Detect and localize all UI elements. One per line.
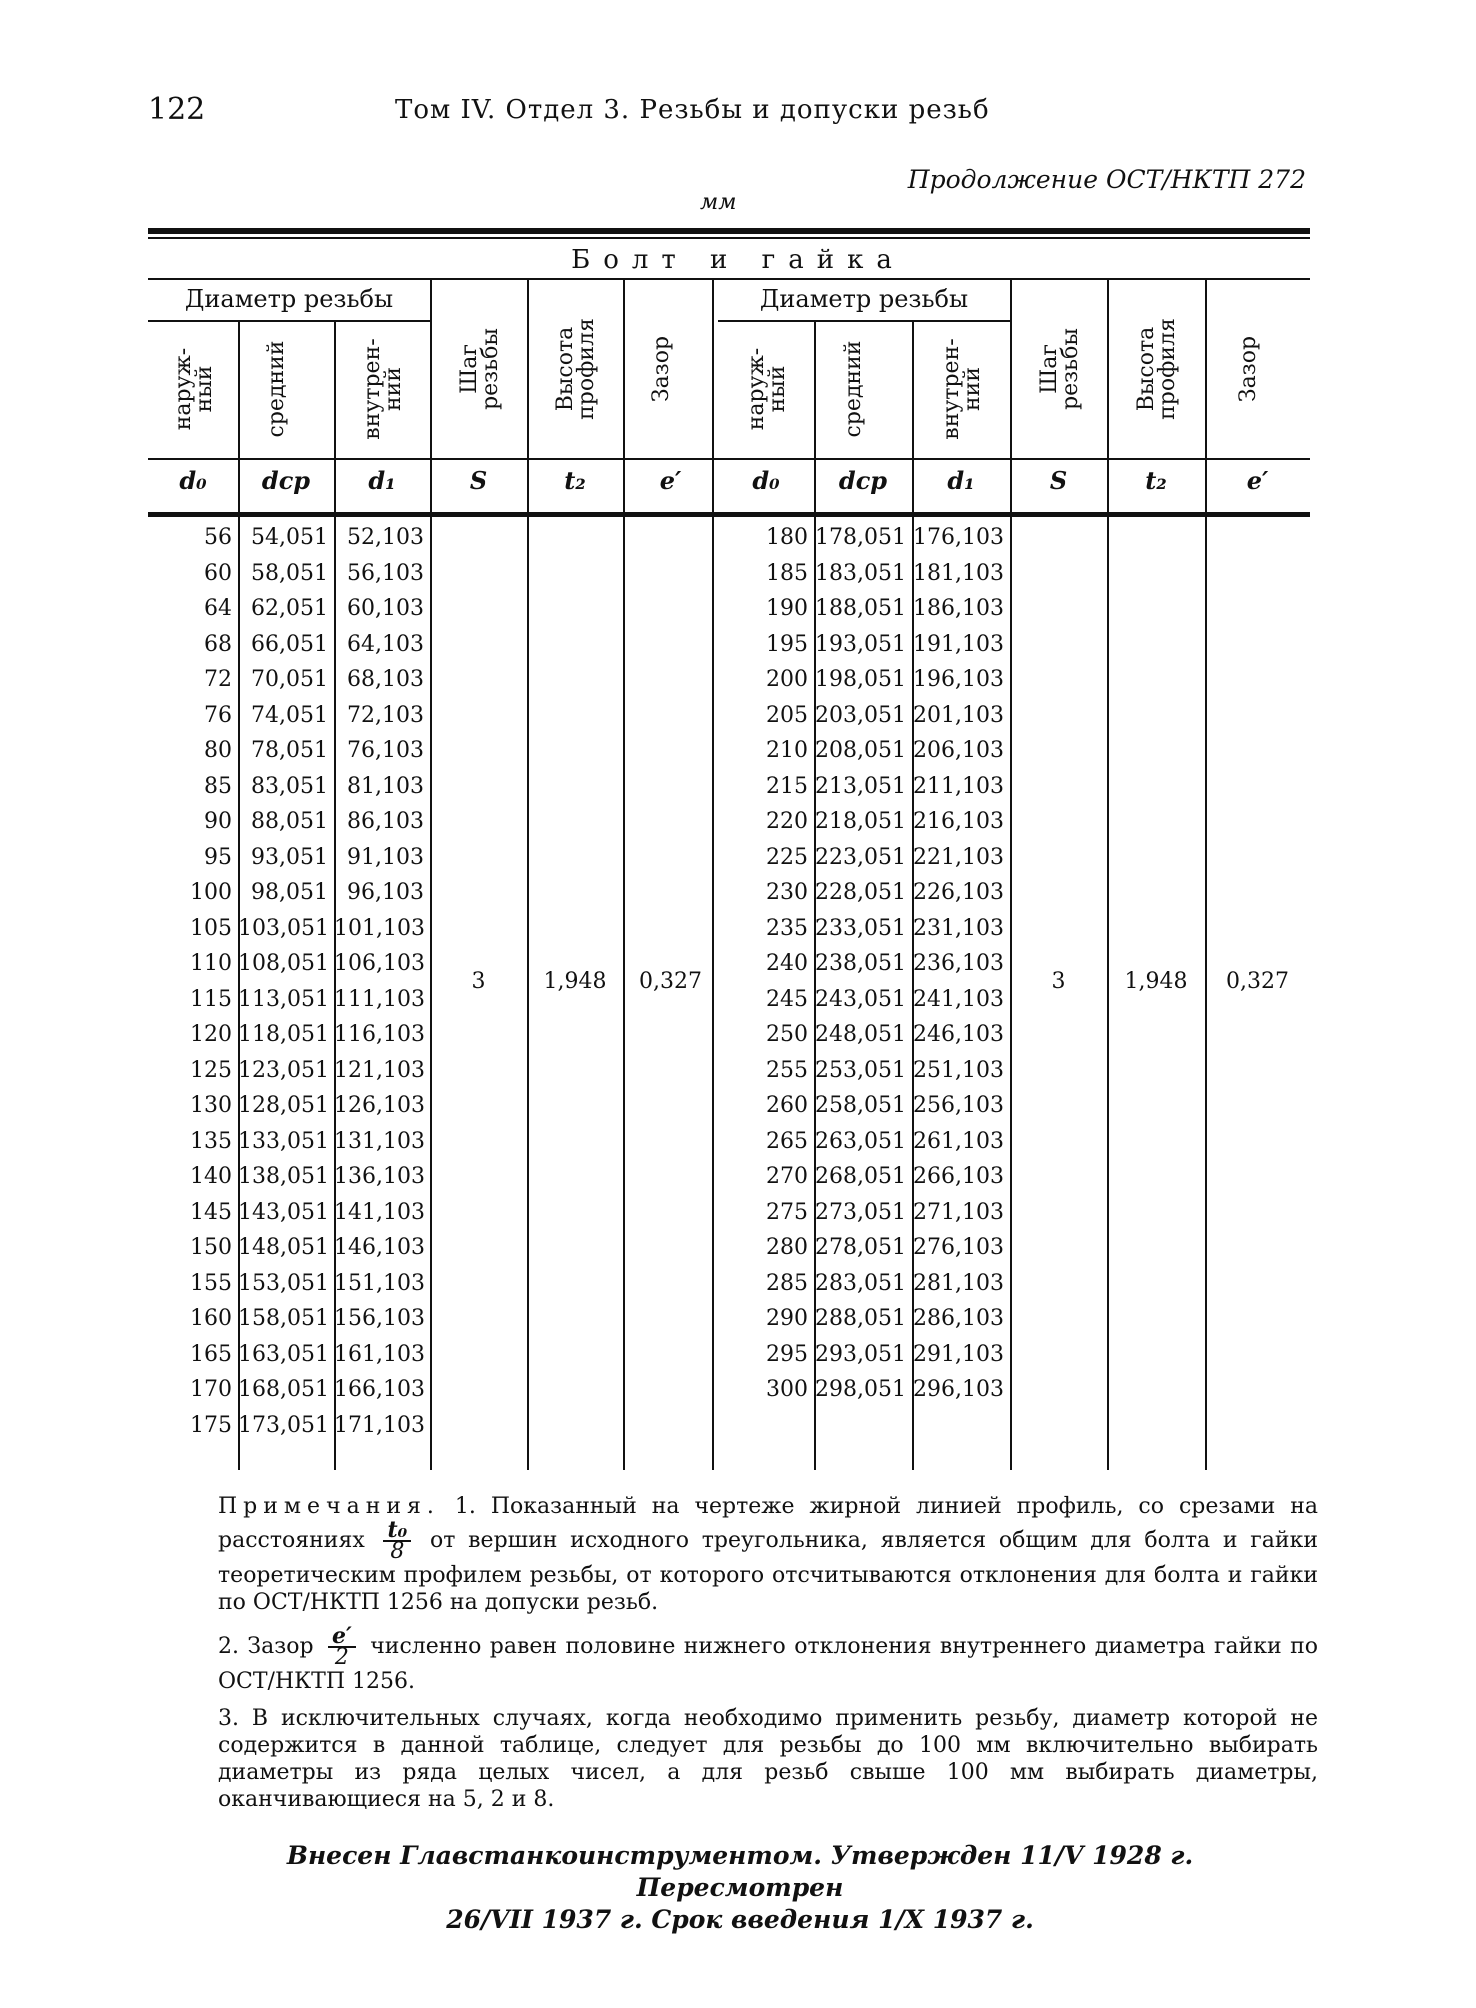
left-middle-cell: 163,051 [238,1341,329,1367]
right-middle-cell: 228,051 [815,880,906,905]
left-col-symbol-height: t₂ [564,466,586,495]
right-col-divider [1107,280,1109,1470]
right-inner-cell: 266,103 [913,1164,1004,1189]
right-inner-cell: 256,103 [913,1093,1004,1118]
right-col-divider [1010,280,1012,1470]
right-middle-cell: 268,051 [815,1164,906,1189]
right-group-header: Диаметр резьбы [759,285,969,313]
right-inner-cell: 221,103 [913,844,1004,870]
right-middle-cell: 208,051 [815,738,906,763]
right-outer-cell: 220 [766,809,808,834]
left-inner-cell: 166,103 [334,1377,425,1402]
left-inner-cell: 171,103 [334,1412,425,1438]
right-middle-cell: 203,051 [815,702,906,728]
note-2-text-b: численно равен половине нижнего отклонения внутреннего диаметра гайки по ОСТ/НКТП 1256. [218,1634,1319,1694]
note-2-frac-den: 2 [334,1645,349,1670]
footer-line-2: 26/VII 1937 г. Срок введения 1/X 1937 г. [446,1905,1034,1934]
left-inner-cell: 106,103 [334,951,425,976]
right-outer-cell: 235 [766,915,808,941]
right-inner-cell: 191,103 [913,631,1004,657]
left-inner-cell: 131,103 [334,1128,425,1154]
left-outer-cell: 68 [204,631,232,657]
left-col-header-gap: Зазор [648,335,674,403]
left-col-divider [430,280,432,1470]
left-inner-cell: 81,103 [347,773,424,799]
left-inner-cell: 156,103 [334,1306,425,1331]
right-col-header-gap: Зазор [1235,335,1261,403]
left-inner-cell: 91,103 [347,844,424,870]
right-outer-cell: 240 [766,951,808,976]
right-outer-cell: 205 [766,702,808,728]
left-outer-cell: 160 [190,1306,232,1331]
right-outer-cell: 285 [766,1270,808,1296]
right-col-symbol-middle: dcp [838,466,888,495]
right-middle-cell: 258,051 [815,1093,906,1118]
note-2-text-a: 2. Зазор [218,1634,314,1659]
unit-label: мм [700,190,737,215]
right-outer-cell: 195 [766,631,808,657]
left-outer-cell: 110 [190,951,232,976]
left-pitch-value: 3 [471,968,486,994]
left-col-header-pitch: Шаг резьбы [456,328,503,410]
left-middle-cell: 113,051 [238,986,329,1012]
left-middle-cell: 93,051 [251,844,328,870]
center-double-rule [712,280,714,1470]
right-middle-cell: 218,051 [815,809,906,834]
right-inner-cell: 186,103 [913,596,1004,621]
left-outer-cell: 60 [204,560,232,586]
left-middle-cell: 78,051 [251,738,328,763]
left-inner-cell: 52,103 [347,525,424,550]
right-middle-cell: 248,051 [815,1022,906,1047]
left-outer-cell: 150 [190,1235,232,1260]
right-middle-cell: 213,051 [815,773,906,799]
right-middle-cell: 193,051 [815,631,906,657]
right-outer-cell: 250 [766,1022,808,1047]
left-inner-cell: 151,103 [334,1270,425,1296]
right-middle-cell: 293,051 [815,1341,906,1367]
left-inner-cell: 121,103 [334,1057,425,1083]
right-outer-cell: 265 [766,1128,808,1154]
left-outer-cell: 130 [190,1093,232,1118]
left-middle-cell: 168,051 [238,1377,329,1402]
left-middle-cell: 58,051 [251,560,328,586]
right-inner-cell: 291,103 [913,1341,1004,1367]
note-2-frac-num: e′ [328,1626,356,1648]
left-outer-cell: 85 [204,773,232,799]
left-col-symbol-outer: d₀ [179,466,207,495]
right-middle-cell: 183,051 [815,560,906,586]
left-middle-cell: 66,051 [251,631,328,657]
right-middle-cell: 198,051 [815,667,906,692]
left-middle-cell: 54,051 [251,525,328,550]
left-inner-cell: 136,103 [334,1164,425,1189]
right-outer-cell: 230 [766,880,808,905]
right-middle-cell: 263,051 [815,1128,906,1154]
left-outer-cell: 135 [190,1128,232,1154]
right-col-symbol-pitch: S [1049,466,1068,495]
left-outer-cell: 155 [190,1270,232,1296]
left-inner-cell: 126,103 [334,1093,425,1118]
left-middle-cell: 98,051 [251,880,328,905]
continuation-label: Продолжение ОСТ/НКТП 272 [907,165,1306,194]
left-outer-cell: 90 [204,809,232,834]
right-inner-cell: 201,103 [913,702,1004,728]
left-outer-cell: 145 [190,1199,232,1225]
right-outer-cell: 260 [766,1093,808,1118]
note-1-text-a: 1. Показанный на чертеже жирной линией профиль, со срезами на расстояниях [218,1494,1318,1553]
right-middle-cell: 288,051 [815,1306,906,1331]
left-col-header-inner: внутрен- ний [360,338,406,440]
right-inner-cell: 226,103 [913,880,1004,905]
left-col-divider [527,280,529,1470]
note-3: 3. В исключительных случаях, когда необходимо применить резьбу, диаметр которой не содержится в данной таблице, следует для резьбы до 100 мм включительно выбирать диаметры из ряда целых чисел, а для резьб свыше 100 мм выбирать диаметры, оканчивающиеся на 5, 2 и 8. [218,1706,1318,1812]
right-col-symbol-gap: e′ [1246,466,1269,495]
left-inner-cell: 56,103 [347,560,424,586]
right-outer-cell: 295 [766,1341,808,1367]
left-middle-cell: 103,051 [238,915,329,941]
right-height-value: 1,948 [1124,968,1188,994]
left-outer-cell: 76 [204,702,232,728]
left-middle-cell: 108,051 [238,951,329,976]
left-middle-cell: 153,051 [238,1270,329,1296]
left-col-header-height: Высота профиля [553,318,599,420]
left-inner-cell: 161,103 [334,1341,425,1367]
right-col-divider [1205,280,1207,1470]
table-top-rule [148,228,1310,234]
right-col-header-inner: внутрен- ний [939,338,985,440]
note-1-fraction [383,1517,411,1564]
table-title-rule [148,278,1310,280]
right-outer-cell: 270 [766,1164,808,1189]
left-outer-cell: 175 [190,1412,232,1438]
right-middle-cell: 238,051 [815,951,906,976]
left-col-symbol-middle: dcp [261,466,311,495]
left-col-divider [623,280,625,1470]
right-inner-cell: 206,103 [913,738,1004,763]
left-middle-cell: 88,051 [251,809,328,834]
right-middle-cell: 278,051 [815,1235,906,1260]
right-outer-cell: 190 [766,596,808,621]
left-inner-cell: 64,103 [347,631,424,657]
right-inner-cell: 276,103 [913,1235,1004,1260]
right-inner-cell: 251,103 [913,1057,1004,1083]
left-middle-cell: 62,051 [251,596,328,621]
right-inner-cell: 181,103 [913,560,1004,586]
left-middle-cell: 138,051 [238,1164,329,1189]
right-inner-cell: 271,103 [913,1199,1004,1225]
right-middle-cell: 243,051 [815,986,906,1012]
note-1-frac-den: 8 [390,1539,405,1564]
right-inner-cell: 216,103 [913,809,1004,834]
left-inner-cell: 86,103 [347,809,424,834]
note-1-text-b: от вершин исходного треугольника, является общим для болта и гайки теоретическим профилем резьбы, от которого отсчитываются отклонения для болта и гайки по ОСТ/НКТП 1256 на допуски резьб. [218,1528,1318,1615]
left-outer-cell: 95 [204,844,232,870]
right-inner-cell: 261,103 [913,1128,1004,1154]
left-col-header-outer: наруж- ный [171,347,217,431]
table-title: Болт и гайка [571,245,905,275]
left-outer-cell: 80 [204,738,232,763]
left-inner-cell: 68,103 [347,667,424,692]
right-outer-cell: 275 [766,1199,808,1225]
right-middle-cell: 178,051 [815,525,906,550]
right-middle-cell: 233,051 [815,915,906,941]
left-inner-cell: 76,103 [347,738,424,763]
right-inner-cell: 236,103 [913,951,1004,976]
right-outer-cell: 185 [766,560,808,586]
right-inner-cell: 246,103 [913,1022,1004,1047]
right-pitch-value: 3 [1051,968,1066,994]
right-col-header-pitch: Шаг резьбы [1036,328,1083,410]
right-inner-cell: 296,103 [913,1377,1004,1402]
right-middle-cell: 273,051 [815,1199,906,1225]
right-outer-cell: 280 [766,1235,808,1260]
left-outer-cell: 140 [190,1164,232,1189]
left-middle-cell: 123,051 [238,1057,329,1083]
left-middle-cell: 118,051 [238,1022,329,1047]
left-col-symbol-gap: e′ [659,466,682,495]
left-inner-cell: 141,103 [334,1199,425,1225]
left-outer-cell: 165 [190,1341,232,1367]
left-middle-cell: 173,051 [238,1412,329,1438]
page-number: 122 [148,92,206,127]
left-middle-cell: 143,051 [238,1199,329,1225]
note-1-frac-num: t₀ [383,1520,411,1542]
right-outer-cell: 200 [766,667,808,692]
left-middle-cell: 133,051 [238,1128,329,1154]
notes-label: Примечания. [218,1494,440,1519]
right-inner-cell: 176,103 [913,525,1004,550]
right-col-header-height: Высота профиля [1134,318,1180,420]
left-middle-cell: 158,051 [238,1306,329,1331]
left-outer-cell: 100 [190,880,232,905]
note-2 [218,1623,1319,1695]
running-title: Том IV. Отдел 3. Резьбы и допуски резьб [395,95,990,125]
left-outer-cell: 115 [190,986,232,1012]
left-inner-cell: 72,103 [347,702,424,728]
left-outer-cell: 56 [204,525,232,550]
right-col-header-outer: наруж- ный [744,347,790,431]
right-inner-cell: 211,103 [913,773,1004,799]
header-symbol-rule [148,458,1310,460]
left-middle-cell: 70,051 [251,667,328,692]
left-outer-cell: 64 [204,596,232,621]
left-outer-cell: 125 [190,1057,232,1083]
right-outer-cell: 290 [766,1306,808,1331]
right-outer-cell: 225 [766,844,808,870]
right-middle-cell: 253,051 [815,1057,906,1083]
left-inner-cell: 111,103 [334,986,425,1012]
right-gap-value: 0,327 [1226,968,1289,994]
left-inner-cell: 101,103 [334,915,425,941]
right-outer-cell: 180 [766,525,808,550]
right-inner-cell: 286,103 [913,1306,1004,1331]
note-2-fraction [328,1623,356,1670]
left-middle-cell: 74,051 [251,702,328,728]
right-middle-cell: 223,051 [815,844,906,870]
right-col-symbol-inner: d₁ [947,466,975,495]
left-outer-cell: 72 [204,667,232,692]
right-col-symbol-outer: d₀ [752,466,780,495]
left-middle-cell: 128,051 [238,1093,329,1118]
left-height-value: 1,948 [543,968,607,994]
left-inner-cell: 96,103 [347,880,424,905]
right-middle-cell: 283,051 [815,1270,906,1296]
right-inner-cell: 281,103 [913,1270,1004,1296]
header-bottom-rule [148,512,1310,517]
right-outer-cell: 300 [766,1377,808,1402]
left-outer-cell: 105 [190,915,232,941]
right-outer-cell: 245 [766,986,808,1012]
footer [200,1840,1280,1936]
right-inner-cell: 231,103 [913,915,1004,941]
right-col-symbol-height: t₂ [1145,466,1167,495]
left-outer-cell: 120 [190,1022,232,1047]
left-inner-cell: 60,103 [347,596,424,621]
left-middle-cell: 83,051 [251,773,328,799]
right-middle-cell: 298,051 [815,1377,906,1402]
notes [218,1493,1318,1823]
left-inner-cell: 116,103 [334,1022,425,1047]
right-outer-cell: 215 [766,773,808,799]
left-inner-cell: 146,103 [334,1235,425,1260]
left-gap-value: 0,327 [639,968,702,994]
right-col-header-middle: средний [841,340,866,438]
left-group-header: Диаметр резьбы [184,285,394,313]
left-col-symbol-pitch: S [469,466,488,495]
left-middle-cell: 148,051 [238,1235,329,1260]
right-middle-cell: 188,051 [815,596,906,621]
left-outer-cell: 170 [190,1377,232,1402]
right-outer-cell: 255 [766,1057,808,1083]
right-inner-cell: 196,103 [913,667,1004,692]
left-col-header-middle: средний [264,340,289,438]
footer-line-1: Внесен Главстанкоинструментом. Утвержден 11/V 1928 г. Пересмотрен [286,1841,1194,1902]
left-col-symbol-inner: d₁ [368,466,396,495]
note-1 [218,1493,1318,1616]
right-outer-cell: 210 [766,738,808,763]
table-top-rule-thin [148,237,1310,239]
right-inner-cell: 241,103 [913,986,1004,1012]
